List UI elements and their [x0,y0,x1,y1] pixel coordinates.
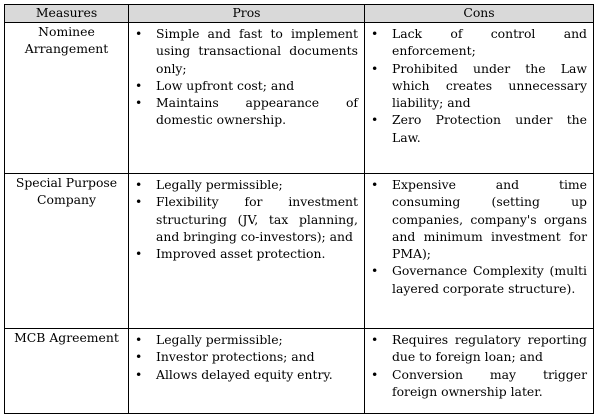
con-item: • Governance Complexity (multi layered corporate structure). [392,262,587,297]
pro-item: • Maintains appearance of domestic ownership. [156,94,358,129]
table-row [5,174,594,329]
table-row [5,23,594,174]
pros-cell [129,23,365,174]
cons-cell [365,174,594,329]
con-item: • Lack of control and enforcement; [392,25,587,60]
pro-item: • Investor protections; and [156,348,358,365]
pros-cell [129,329,365,414]
header-row [5,5,594,23]
cons-cell [365,329,594,414]
measure-cell: MCB Agreement [5,329,129,414]
con-item: • Zero Protection under the Law. [392,111,587,146]
header-pros: Pros [129,5,365,23]
table-row [5,329,594,414]
pro-item: • Flexibility for investment structuring (JV, tax planning, and bringing co-investors); and [156,193,358,245]
cons-list [365,23,593,146]
con-item: • Prohibited under the Law which creates unnecessary liability; and [392,60,587,112]
con-item: • Expensive and time consuming (setting up companies, company's organs and minimum investment for PMA); [392,176,587,262]
cons-list [365,329,593,400]
table-continuation-border [4,408,5,412]
header-measures: Measures [5,5,129,23]
header-cons: Cons [365,5,594,23]
cons-list [365,174,593,297]
pro-item: • Improved asset protection. [156,245,358,262]
measure-cell: Special Purpose Company [5,174,129,329]
pro-item: • Legally permissible; [156,331,358,348]
comparison-table [4,4,594,414]
pros-cell [129,174,365,329]
pros-list [129,329,364,383]
cons-cell [365,23,594,174]
pros-list [129,174,364,262]
pro-item: • Legally permissible; [156,176,358,193]
con-item: • Conversion may trigger foreign ownership later. [392,366,587,401]
measure-cell: Nominee Arrangement [5,23,129,174]
pro-item: • Simple and fast to implement using transactional documents only; [156,25,358,77]
con-item: • Requires regulatory reporting due to foreign loan; and [392,331,587,366]
pro-item: • Allows delayed equity entry. [156,366,358,383]
pro-item: • Low upfront cost; and [156,77,358,94]
pros-list [129,23,364,129]
